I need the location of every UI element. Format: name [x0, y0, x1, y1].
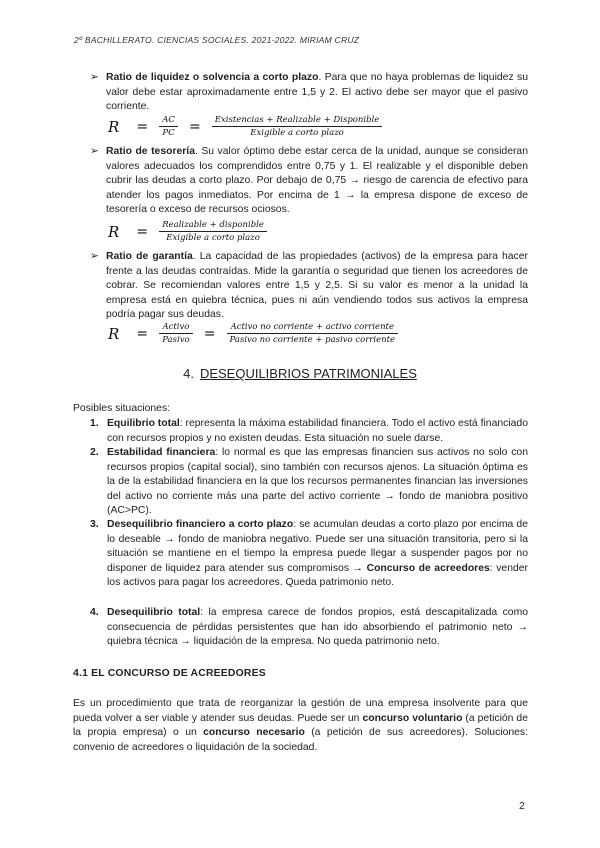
bullet-text: . Su valor óptimo debe estar cerca de la unidad, aunque se consideran valores adecuados los comprendidos entre 0,75 y 1. El realizable y el disponible deben cubrir las deudas a corto plazo. Por debajo de 0,75 → riesgo de carencia de efectivo para atender los pagos inmediatos. Por encima de 1 → la empresa dispone de exceso de tesorería o exceso de recursos ociosos.: [106, 146, 528, 216]
page-header: 2º BACHILLERATO. CIENCIAS SOCIALES. 2021-2022. MIRIAM CRUZ: [74, 35, 360, 45]
bullet-title: Ratio de liquidez o solvencia a corto plazo: [106, 72, 319, 83]
item-title: Desequilibrio financiero a corto plazo: [107, 519, 294, 530]
formula-denominator: Pasivo: [162, 335, 190, 345]
paragraph-text: (a petición de sus acreedores). Soluciones: convenio de acreedores o liquidación de la sociedad.: [73, 727, 528, 753]
subsection-title: 4.1 EL CONCURSO DE ACREEDORES: [73, 668, 266, 679]
formula-eq: =: [136, 118, 149, 135]
item-text-secondary: : vender los activos para pagar los acreedores. Queda patrimonio neto.: [107, 562, 528, 589]
formula-eq: =: [136, 223, 149, 240]
formula-numerator: Activo: [159, 322, 192, 334]
formula-numerator: Realizable + disponible: [159, 220, 267, 232]
section-number: 4.: [183, 366, 194, 381]
bullet-text: . La capacidad de las propiedades (activos) de la empresa para hacer frente a las deudas contraídas. Mide la garantía o seguridad que tienen los acreedores de cobrar. Se recomiendan valores entre 1,5 y 2,5. Si su valor es menor a la unidad la empresa está en quiebra técnica, pues ni aún vendiendo todos sus activos la empresa podría pagar sus deudas.: [106, 251, 528, 321]
formula-denominator: Exigible a corto plazo: [166, 233, 260, 243]
section-title: [0, 366, 600, 381]
paragraph-text: Es un procedimiento que trata de reorganizar la gestión de una empresa insolvente para que pueda volver a ser viable y atender sus deudas. Puede ser un: [73, 698, 528, 724]
formula-numerator: AC: [159, 115, 178, 127]
paragraph-bold: concurso necesario: [203, 727, 305, 739]
paragraph-bold: concurso voluntario: [362, 712, 463, 724]
formula-r: R: [108, 117, 120, 136]
item-title: Desequilibrio total: [107, 607, 201, 618]
bullet-title: Ratio de garantía: [106, 251, 193, 262]
formula-numerator: Activo no corriente + activo corriente: [227, 322, 398, 334]
formula-eq: =: [136, 325, 149, 342]
list-number: 4.: [90, 607, 99, 618]
formula-tesoreria: [108, 220, 267, 243]
bullet-garantia: [90, 250, 528, 323]
list-number: 1.: [90, 418, 99, 429]
list-item: [90, 606, 528, 650]
bullet-tesoreria: [90, 145, 528, 218]
paragraph-text: (a petición de la propia empresa) o un: [73, 712, 528, 739]
list-item: [90, 417, 528, 446]
list-number: 3.: [90, 519, 99, 530]
formula-denominator: PC: [162, 128, 175, 138]
item-text: : la empresa carece de fondos propios, está descapitalizada como consecuencia de pérdidas persistentes que han ido absorbiendo el patrimonio neto → quiebra técnica → liquidación de la empresa. No queda patrimonio neto.: [107, 607, 529, 648]
formula-numerator: Existencias + Realizable + Disponible: [212, 115, 382, 127]
formula-denominator: Pasivo no corriente + pasivo corriente: [229, 335, 396, 345]
bullet-liquidez: [90, 71, 528, 115]
bullet-text: . Para que no haya problemas de liquidez su valor debe estar aproximadamente entre 1,5 y 2. El activo debe ser mayor que el pasivo corriente.: [106, 72, 528, 113]
bullet-title: Ratio de tesorería: [106, 146, 195, 157]
formula-garantia: [108, 322, 398, 345]
list-item: [90, 446, 528, 519]
concurso-paragraph: [73, 697, 528, 755]
formula-r: R: [108, 324, 120, 343]
formula-eq: =: [188, 118, 201, 135]
formula-denominator: Exigible a corto plazo: [250, 128, 344, 138]
arrow-bullet-icon: ➢: [90, 146, 99, 157]
formula-eq: =: [203, 325, 216, 342]
arrow-bullet-icon: ➢: [90, 251, 99, 262]
arrow-bullet-icon: ➢: [90, 72, 99, 83]
list-number: 2.: [90, 447, 99, 458]
section-heading: DESEQUILIBRIOS PATRIMONIALES: [199, 366, 417, 381]
item-text: : representa la máxima estabilidad financiera. Todo el activo está financiado con recursos propios y no existen deudas. Esta situación no suele darse.: [107, 418, 528, 444]
page-number: 2: [519, 800, 525, 812]
formula-liquidez: [108, 115, 382, 138]
intro-text: Posibles situaciones:: [73, 403, 171, 414]
item-title-secondary: Concurso de acreedores: [366, 562, 490, 574]
item-text: : se acumulan deudas a corto plazo por encima de lo deseable → fondo de maniobra negativo. Puede ser una situación transitoria, pero si la situación se mantiene en el tiempo la empresa puede llegar a suspender pagos por no disponer de liquidez para atender sus compromisos →: [107, 519, 528, 574]
item-title: Estabilidad financiera: [107, 447, 216, 458]
list-item: [90, 518, 528, 591]
item-text: : lo normal es que las empresas financien sus activos no solo con recursos propios (capital social), sino también con recursos ajenos. La situación óptima es la de la estabilidad financiera en la que los recursos permanentes financian las inversiones del activo no corriente más una parte del activo corriente → fondo de maniobra positivo (AC>PC).: [107, 447, 528, 517]
formula-r: R: [108, 222, 120, 241]
item-title: Equilibrio total: [107, 418, 180, 429]
